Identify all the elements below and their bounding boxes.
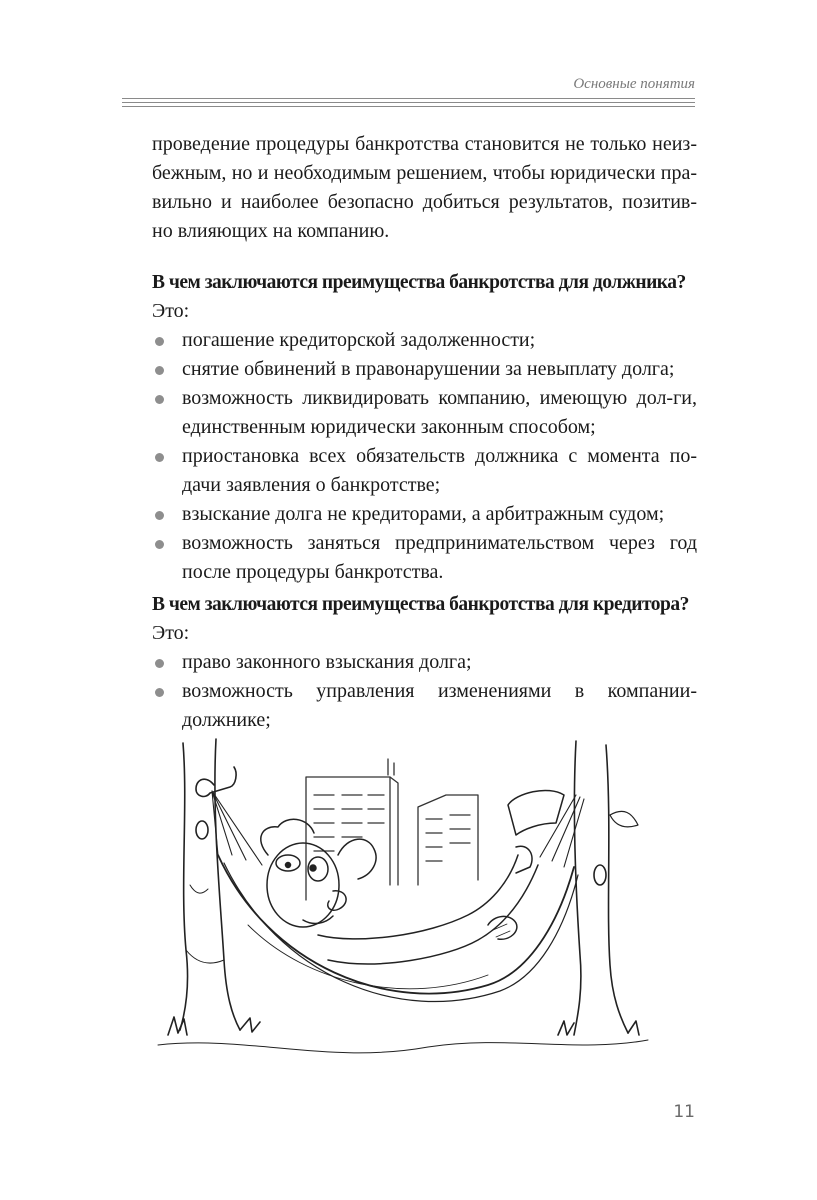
left-tree (168, 739, 260, 1035)
intro-line: но влияющих на компанию. (152, 220, 390, 242)
header-rule (122, 106, 695, 107)
header-rule (122, 98, 695, 99)
list-item: возможность ликвидировать компанию, имеющую дол-ги, единственным юридически законным способом; (152, 384, 697, 442)
list-item: снятие обвинений в правонарушении за невыплату долга; (152, 355, 697, 384)
section-lead: Это: (152, 300, 190, 322)
hammock-illustration (128, 735, 668, 1075)
section-creditor (152, 590, 697, 735)
section-debtor (152, 268, 697, 587)
list-item: право законного взыскания долга; (152, 648, 697, 677)
bullet-icon (155, 659, 164, 668)
bullet-icon (155, 540, 164, 549)
intro-line: проведение процедуры банкротства становится не только неиз- (152, 133, 697, 155)
hook (196, 767, 236, 796)
buildings (306, 759, 478, 900)
list-item: приостановка всех обязательств должника с момента по-дачи заявления о банкротстве; (152, 442, 697, 500)
page-number: 11 (673, 1102, 695, 1122)
list-item: возможность заняться предпринимательством через год после процедуры банкротства. (152, 529, 697, 587)
section-lead: Это: (152, 622, 190, 644)
header-rule (122, 102, 695, 103)
intro-line: вильно и наиболее безопасно добиться результатов, позитив- (152, 191, 697, 213)
intro-paragraph (152, 130, 697, 246)
list-item: взыскание долга не кредиторами, а арбитражным судом; (152, 500, 697, 529)
bullet-icon (155, 337, 164, 346)
list-item: погашение кредиторской задолженности; (152, 326, 697, 355)
right-tree (558, 741, 639, 1035)
list-item: возможность управления изменениями в компании-должнике; (152, 677, 697, 735)
bullet-icon (155, 395, 164, 404)
bullet-icon (155, 366, 164, 375)
bullet-list (152, 648, 697, 735)
bullet-icon (155, 453, 164, 462)
intro-line: бежным, но и необходимым решением, чтобы юридически пра- (152, 162, 697, 184)
bullet-icon (155, 511, 164, 520)
bullet-icon (155, 688, 164, 697)
bullet-list (152, 326, 697, 587)
section-heading: В чем заключаются преимущества банкротства для должника? (152, 272, 686, 293)
section-heading: В чем заключаются преимущества банкротства для кредитора? (152, 594, 689, 615)
running-head: Основные понятия (573, 76, 695, 92)
ground (158, 1040, 648, 1053)
